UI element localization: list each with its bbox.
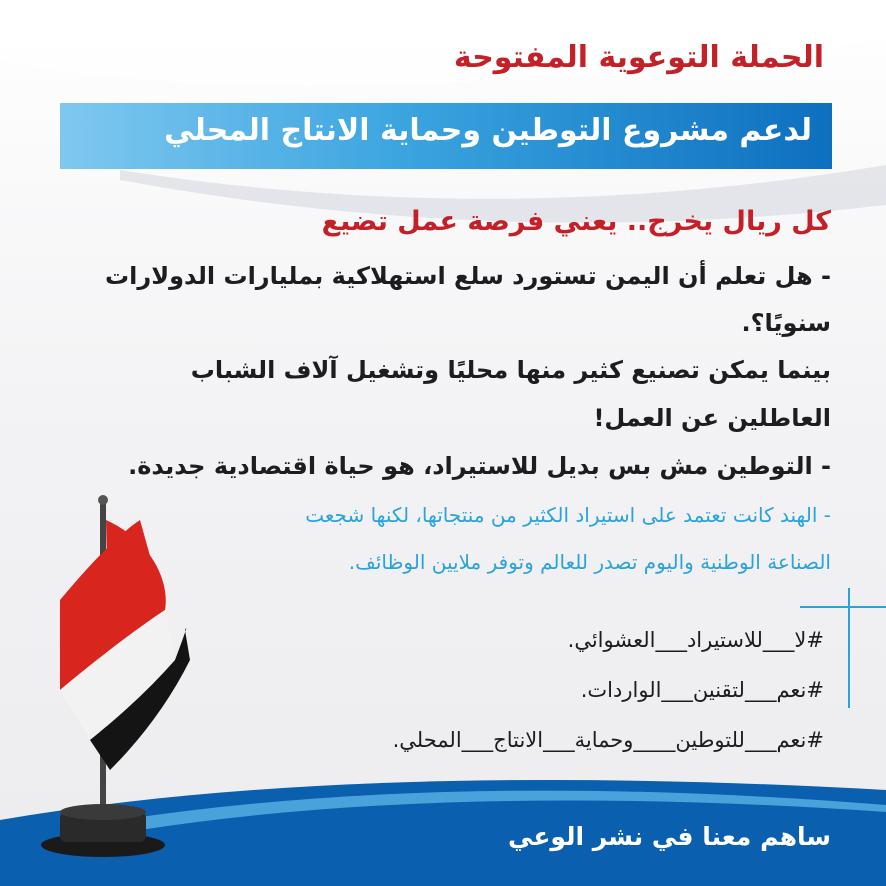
paragraph-line: العاطلين عن العمل! <box>593 404 831 432</box>
subheading: كل ريال يخرج.. يعني فرصة عمل تضيع <box>321 206 831 237</box>
paragraph-line: - هل تعلم أن اليمن تستورد سلع استهلاكية بمليارات الدولارات <box>105 262 831 290</box>
info-line: - الهند كانت تعتمد على استيراد الكثير من منتجاتها، لكنها شجعت <box>305 503 831 527</box>
campaign-title: الحملة التوعوية المفتوحة <box>453 40 824 75</box>
paragraph-line: بينما يمكن تصنيع كثير منها محليًا وتشغيل آلاف الشباب <box>190 356 831 384</box>
footer-slogan: ساهم معنا في نشر الوعي <box>508 822 831 851</box>
hashtag-line: #نعم___للتوطين____وحماية___الانتاج___المحلي. <box>392 728 824 752</box>
paragraph-line: سنويًا؟. <box>741 309 831 337</box>
banner-text: لدعم مشروع التوطين وحماية الانتاج المحلي <box>164 113 812 148</box>
hashtag-line: #نعم___لتقنين___الواردات. <box>580 678 824 702</box>
info-line: الصناعة الوطنية واليوم تصدر للعالم وتوفر ملايين الوظائف. <box>348 550 831 574</box>
hashtag-line: #لا___للاستيراد___العشوائي. <box>567 628 824 652</box>
paragraph-line: - التوطين مش بس بديل للاستيراد، هو حياة اقتصادية جديدة. <box>128 452 831 480</box>
